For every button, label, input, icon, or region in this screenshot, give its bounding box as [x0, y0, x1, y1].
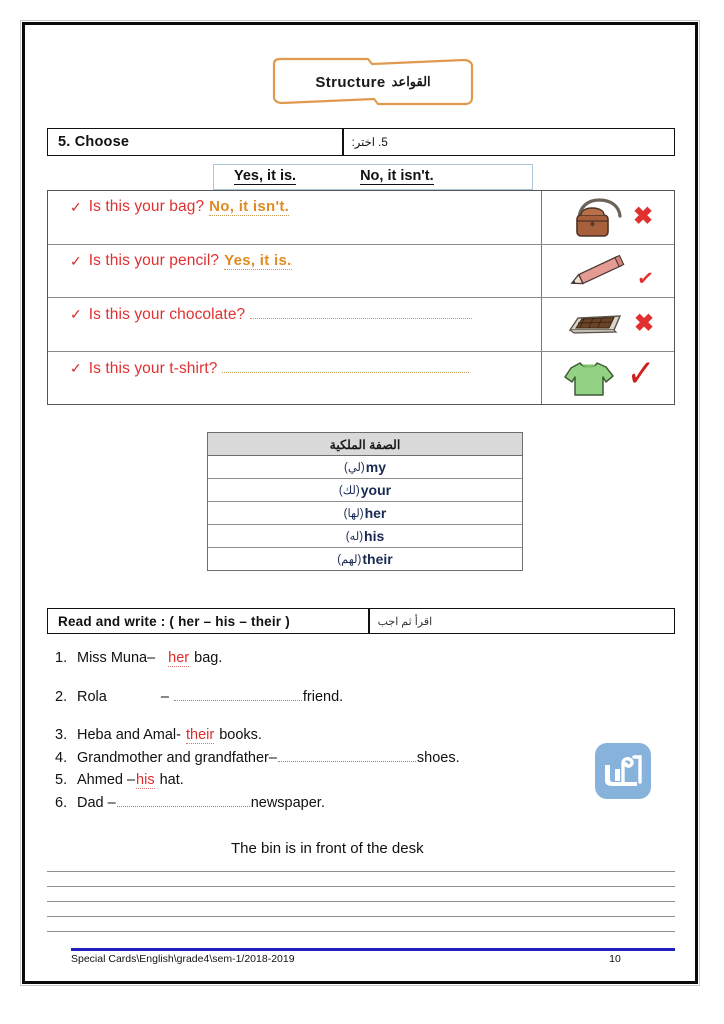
- possessive-english: her: [364, 505, 387, 521]
- writing-line[interactable]: [47, 902, 675, 917]
- possessive-arabic: (لك): [338, 485, 360, 497]
- possessive-english: your: [360, 482, 392, 498]
- answer-options-box: [213, 164, 533, 190]
- item-text-before: Ahmed –: [77, 772, 136, 788]
- question-cell: [48, 191, 541, 244]
- item-text-after: newspaper.: [250, 795, 325, 811]
- table-row: [48, 298, 674, 352]
- footer-divider: [71, 948, 675, 951]
- item-text-before: Rola: [77, 689, 107, 705]
- item-number: 1.: [55, 650, 68, 666]
- exercise-5-instruction-bar: [47, 128, 675, 156]
- option-yes[interactable]: Yes, it is.: [234, 167, 297, 184]
- read-and-write-label: Read and write : ( her – his – their ): [58, 613, 290, 629]
- item-text-after: books.: [219, 727, 262, 743]
- table-row: [48, 245, 674, 299]
- writing-line[interactable]: [47, 887, 675, 902]
- question-text: Is this your bag?: [88, 198, 205, 215]
- cross-mark-icon: ✖: [633, 310, 655, 338]
- page-footer: [71, 953, 675, 965]
- table-row: [208, 479, 522, 502]
- item-number: 2.: [55, 689, 68, 705]
- item-answer-filled[interactable]: her: [168, 650, 190, 666]
- question-text: Is this your chocolate?: [88, 306, 246, 323]
- chocolate-bar-icon: [562, 304, 630, 344]
- writing-line[interactable]: [47, 872, 675, 887]
- option-no[interactable]: No, it isn't.: [360, 167, 434, 184]
- writing-line[interactable]: [47, 917, 675, 932]
- item-text-before: Dad –: [77, 795, 116, 811]
- image-cell: [541, 298, 674, 351]
- possessive-arabic: (لهم): [337, 554, 362, 566]
- item-number: 5.: [55, 772, 68, 788]
- answer-blank-line[interactable]: [222, 359, 469, 373]
- image-cell: [541, 352, 674, 405]
- item-number: 4.: [55, 750, 68, 766]
- possessive-english: their: [362, 551, 393, 567]
- worksheet-page-border: [22, 22, 698, 984]
- question-text: Is this your t-shirt?: [88, 359, 218, 377]
- question-text: Is this your pencil?: [88, 251, 220, 269]
- possessive-english: my: [365, 459, 386, 475]
- table-row: [208, 525, 522, 548]
- bullet-check-icon: ✓: [70, 306, 82, 322]
- table-row: [208, 456, 522, 479]
- read-and-write-instruction-bar: [47, 608, 675, 634]
- bullet-check-icon: ✓: [70, 252, 82, 269]
- list-item: 2. Rola – friend.: [55, 689, 344, 705]
- cross-mark-icon: ✖: [632, 203, 654, 231]
- item-text-after: bag.: [194, 650, 223, 666]
- table-row: [48, 352, 674, 405]
- item-answer-filled[interactable]: their: [185, 727, 215, 743]
- question-cell: [48, 298, 541, 351]
- logo-glyph-icon: [601, 751, 645, 791]
- arabic-calligraphy-logo: [595, 743, 651, 799]
- item-text-before: Miss Muna–: [77, 650, 156, 666]
- worksheet-content: [25, 25, 695, 981]
- list-item: [55, 750, 595, 766]
- brown-bag-icon: [563, 194, 629, 240]
- table-row: [48, 191, 674, 245]
- pencil-icon: [563, 249, 633, 293]
- image-cell: [541, 245, 674, 298]
- question-cell: [48, 352, 541, 405]
- questions-table: [47, 190, 675, 405]
- writing-lines: [47, 857, 675, 932]
- possessive-arabic: (لي): [344, 462, 365, 474]
- table-row: [208, 502, 522, 525]
- bullet-check-icon: ✓: [70, 359, 82, 376]
- possessive-arabic: (لها): [343, 508, 364, 520]
- list-item: [55, 795, 595, 811]
- item-answer-blank[interactable]: [117, 795, 250, 807]
- item-number: 3.: [55, 727, 68, 743]
- banner-title-arabic: القواعد: [391, 74, 431, 89]
- possessive-english: his: [364, 528, 385, 544]
- answer-blank-line[interactable]: [250, 305, 472, 319]
- possessive-arabic: (له): [345, 531, 364, 543]
- check-mark-icon: ✓: [635, 266, 655, 292]
- item-answer-blank[interactable]: [278, 750, 416, 762]
- question-cell: [48, 245, 541, 298]
- item-text-after: shoes.: [416, 750, 460, 766]
- item-text-before: Heba and Amal-: [77, 727, 181, 743]
- item-number: 6.: [55, 795, 68, 811]
- footer-path: Special Cards\English\grade4\sem-1/2018-2019: [71, 953, 295, 965]
- answer-filled[interactable]: No, it isn't.: [209, 198, 290, 215]
- green-tshirt-icon: [558, 355, 620, 401]
- item-answer-blank[interactable]: [174, 689, 302, 701]
- table-row: [208, 548, 522, 570]
- item-text-after: hat.: [159, 772, 184, 788]
- exercise-5-label: 5. Choose: [58, 134, 130, 150]
- answer-filled[interactable]: Yes, it is.: [224, 251, 292, 269]
- writing-line[interactable]: [47, 857, 675, 872]
- image-cell: [541, 191, 674, 244]
- bullet-check-icon: ✓: [70, 199, 82, 215]
- list-item: [55, 772, 595, 789]
- item-text-before: Grandmother and grandfather–: [77, 750, 277, 766]
- possessives-header: الصفة الملكية: [208, 433, 522, 456]
- read-and-write-label-arabic: اقرأ ثم اجب: [377, 615, 433, 628]
- banner-title-english: Structure: [315, 73, 386, 91]
- page-number: 10: [609, 953, 621, 965]
- read-and-write-list: [55, 650, 595, 811]
- item-text-after: friend.: [302, 689, 344, 705]
- example-sentence: The bin is in front of the desk: [231, 840, 424, 857]
- check-mark-icon: ✓: [625, 350, 657, 397]
- possessive-adjectives-table: [207, 432, 523, 571]
- title-banner: [268, 56, 478, 108]
- item-answer-filled[interactable]: his: [136, 772, 155, 788]
- exercise-5-label-arabic: 5. اختر:: [351, 137, 388, 149]
- list-item: [55, 650, 595, 667]
- list-item: [55, 727, 595, 744]
